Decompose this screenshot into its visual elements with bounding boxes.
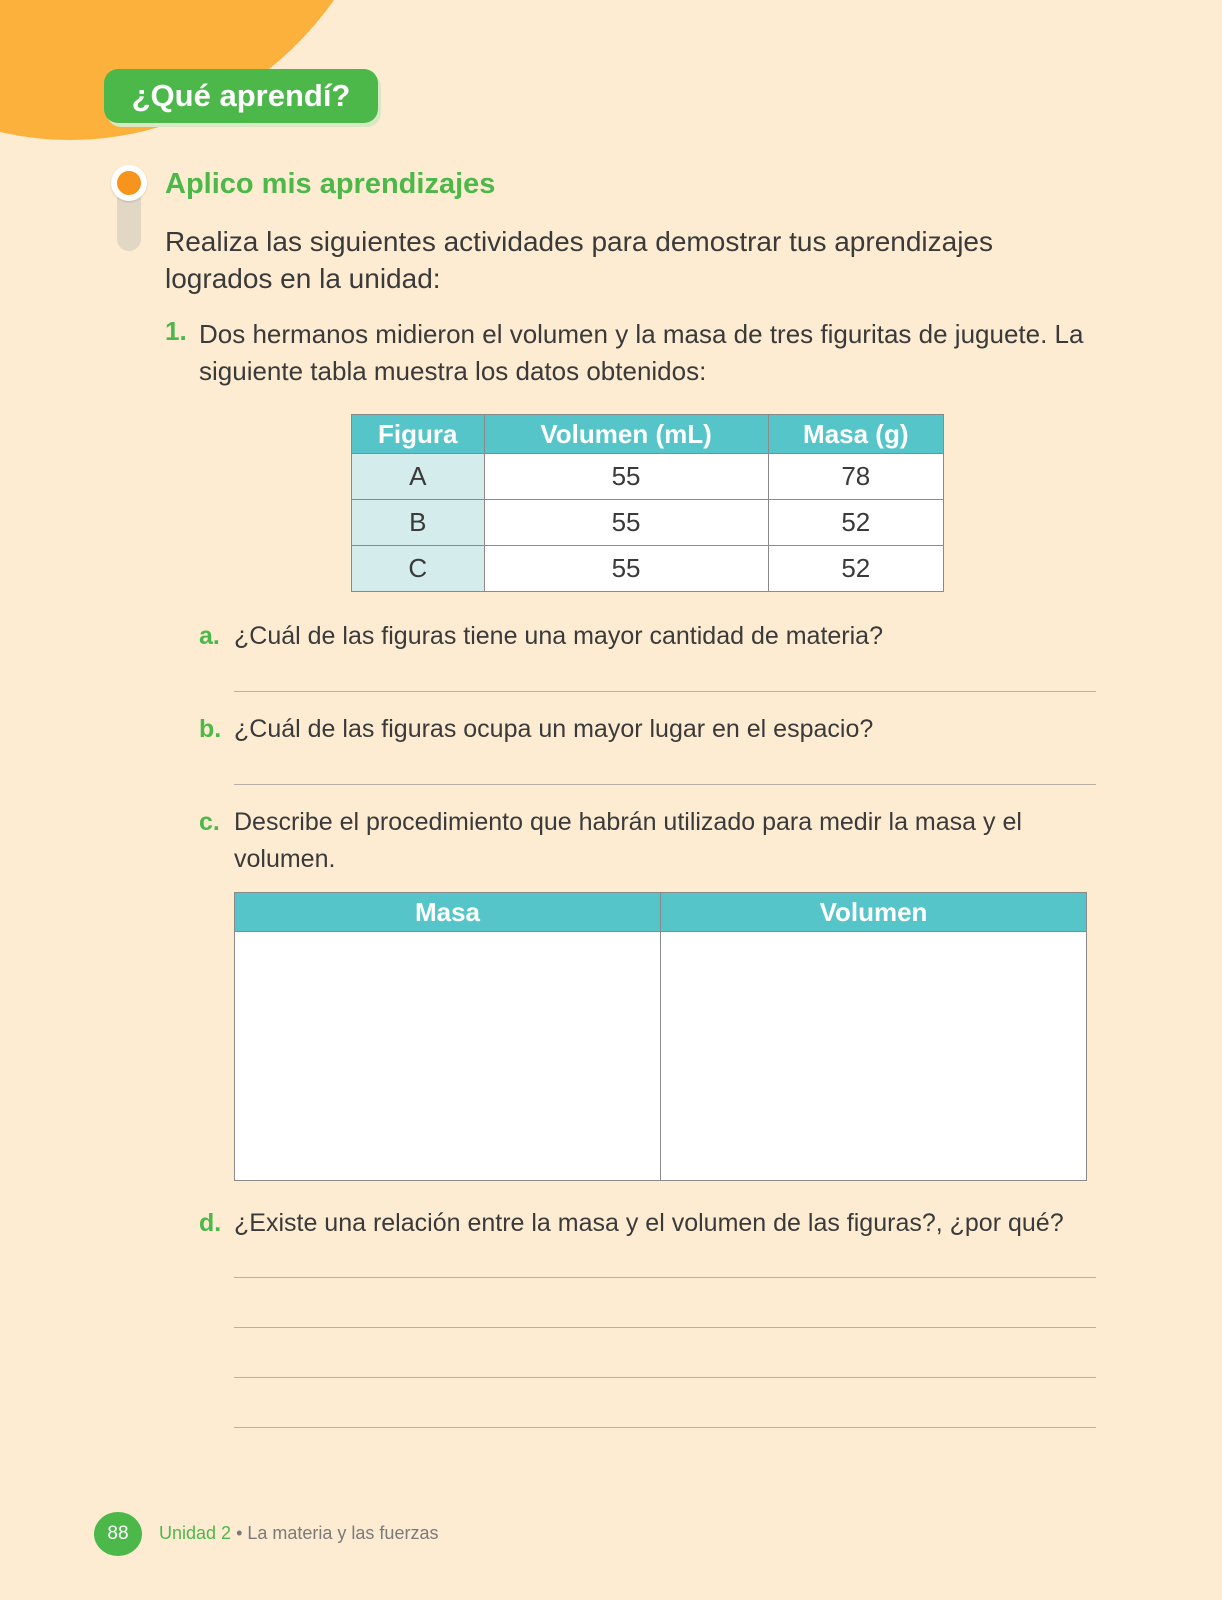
subquestion-letter-d: d. (199, 1209, 222, 1237)
header-volumen: Volumen (mL) (484, 415, 768, 454)
table-row (352, 546, 944, 592)
intro-text: Realiza las siguientes actividades para demostrar tus aprendizajes logrados en la unidad: (165, 226, 993, 294)
answer-line[interactable] (234, 1427, 1096, 1428)
table-row (352, 500, 944, 546)
volume-cell: 55 (484, 500, 768, 546)
header-masa: Masa (g) (768, 415, 943, 454)
footer-separator: • (231, 1523, 248, 1543)
footer-unit: Unidad 2 (159, 1523, 232, 1543)
table-row (352, 454, 944, 500)
figure-cell: C (352, 546, 485, 592)
figure-cell: A (352, 454, 485, 500)
answer-line[interactable] (234, 1377, 1096, 1378)
question-text: Dos hermanos midieron el volumen y la masa de tres figuritas de juguete. La siguiente tabla muestra los datos obtenidos: (199, 319, 1084, 386)
header-figura: Figura (352, 415, 485, 454)
procedure-answer-row (235, 932, 1087, 1181)
answer-line[interactable] (234, 1277, 1096, 1278)
footer (159, 1523, 438, 1544)
header-masa: Masa (235, 893, 661, 932)
subquestion-text-d: ¿Existe una relación entre la masa y el volumen de las figuras?, ¿por qué? (234, 1209, 1064, 1237)
subquestion-letter-a: a. (199, 622, 220, 650)
volume-cell: 55 (484, 546, 768, 592)
procedure-table (234, 892, 1087, 1181)
section-title: Aplico mis aprendizajes (165, 168, 496, 200)
answer-line[interactable] (234, 691, 1096, 692)
procedure-header-row (235, 893, 1087, 932)
figure-cell: B (352, 500, 485, 546)
answer-line[interactable] (234, 784, 1096, 785)
mass-cell: 52 (768, 546, 943, 592)
section-badge: ¿Qué aprendí? (104, 69, 378, 123)
answer-line[interactable] (234, 1327, 1096, 1328)
data-table (351, 414, 944, 592)
question-number: 1. (165, 316, 187, 346)
subquestion-text-c: Describe el procedimiento que habrán utilizado para medir la masa y el volumen. (234, 808, 1022, 873)
mass-cell: 52 (768, 500, 943, 546)
subquestion-text-a: ¿Cuál de las figuras tiene una mayor cantidad de materia? (234, 622, 883, 650)
pin-icon (111, 165, 147, 201)
masa-answer-box[interactable] (235, 932, 661, 1181)
volume-cell: 55 (484, 454, 768, 500)
mass-cell: 78 (768, 454, 943, 500)
subquestion-text-b: ¿Cuál de las figuras ocupa un mayor lugar en el espacio? (234, 715, 874, 743)
subquestion-letter-b: b. (199, 715, 222, 743)
volumen-answer-box[interactable] (661, 932, 1087, 1181)
subquestion-letter-c: c. (199, 808, 220, 836)
data-table-header-row (352, 415, 944, 454)
header-volumen: Volumen (661, 893, 1087, 932)
footer-unit-title: La materia y las fuerzas (247, 1523, 439, 1543)
page-number: 88 (94, 1512, 142, 1556)
